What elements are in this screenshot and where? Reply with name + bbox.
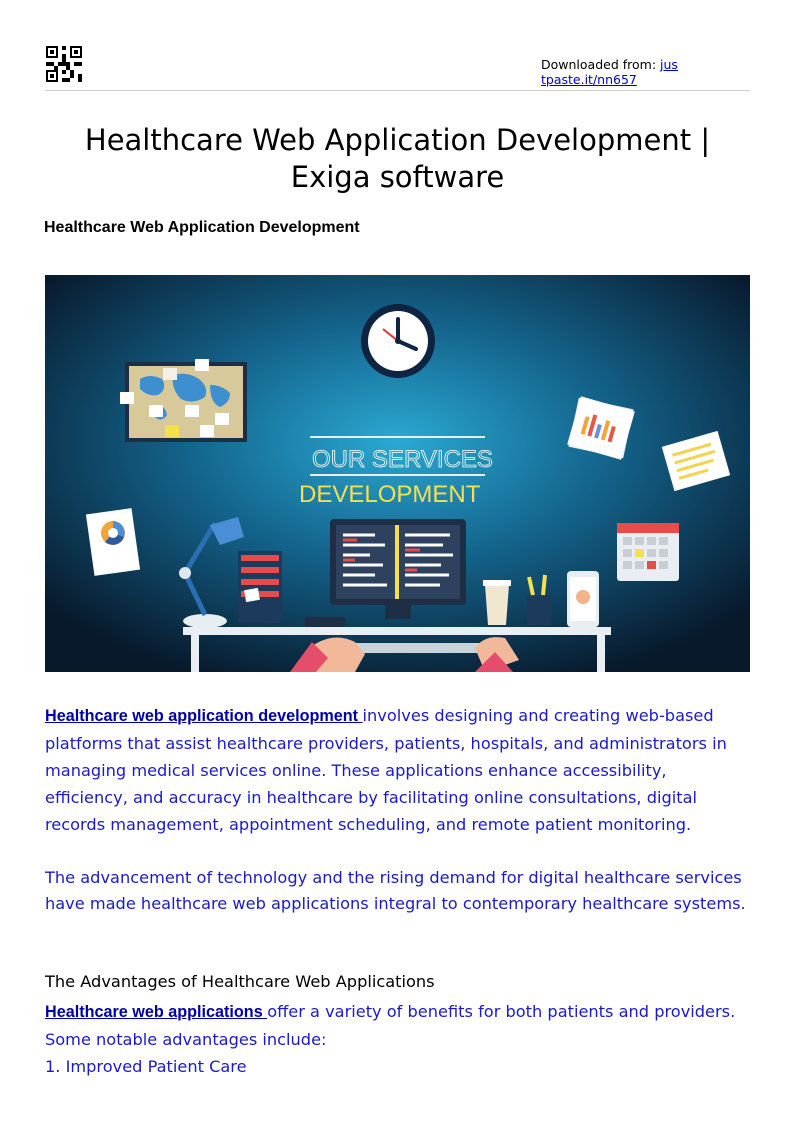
intro-link[interactable]: Healthcare web application development [45,707,363,725]
intro-paragraph [45,702,750,838]
intro-text: involves designing and creating web-based platforms that assist healthcare providers, patients, hospitals, and administrators in managing medical services online. These applications enhance accessibility, efficiency, and accuracy in healthcare by facilitating online consultations, digital records management, appointment scheduling, and remote patient monitoring. [45,706,727,834]
advantages-link[interactable]: Healthcare web applications [45,1003,268,1021]
monitor-icon [330,519,466,619]
list-item: 1. Improved Patient Care [45,1057,247,1076]
advantages-paragraph [45,998,750,1080]
map-board-icon [120,359,247,442]
hero-illustration [45,275,750,672]
download-label: Downloaded from: [541,57,661,72]
second-paragraph: The advancement of technology and the rising demand for digital healthcare services have made healthcare web applications integral to contemporary healthcare systems. [45,868,746,913]
smartphone-icon [567,571,599,627]
calendar-icon [617,523,679,581]
advantages-text: offer a variety of benefits for both patients and providers. Some notable advantages include: [45,1002,736,1049]
advantages-heading: The Advantages of Healthcare Web Applications [45,972,435,991]
binder-stack-icon [238,551,282,623]
source-link[interactable]: justpaste.it/nn657 [541,57,678,87]
qr-code-icon [46,46,82,82]
hero-banner-line1: OUR SERVICES [312,446,493,473]
page-title: Healthcare Web Application Development | Exiga software [84,123,711,194]
header-divider [45,90,750,91]
section-subtitle: Healthcare Web Application Development [44,219,360,236]
pie-chart-document-icon [86,508,140,576]
download-source [541,57,681,87]
hero-banner-line2: DEVELOPMENT [299,481,481,508]
clock-icon [361,304,435,378]
